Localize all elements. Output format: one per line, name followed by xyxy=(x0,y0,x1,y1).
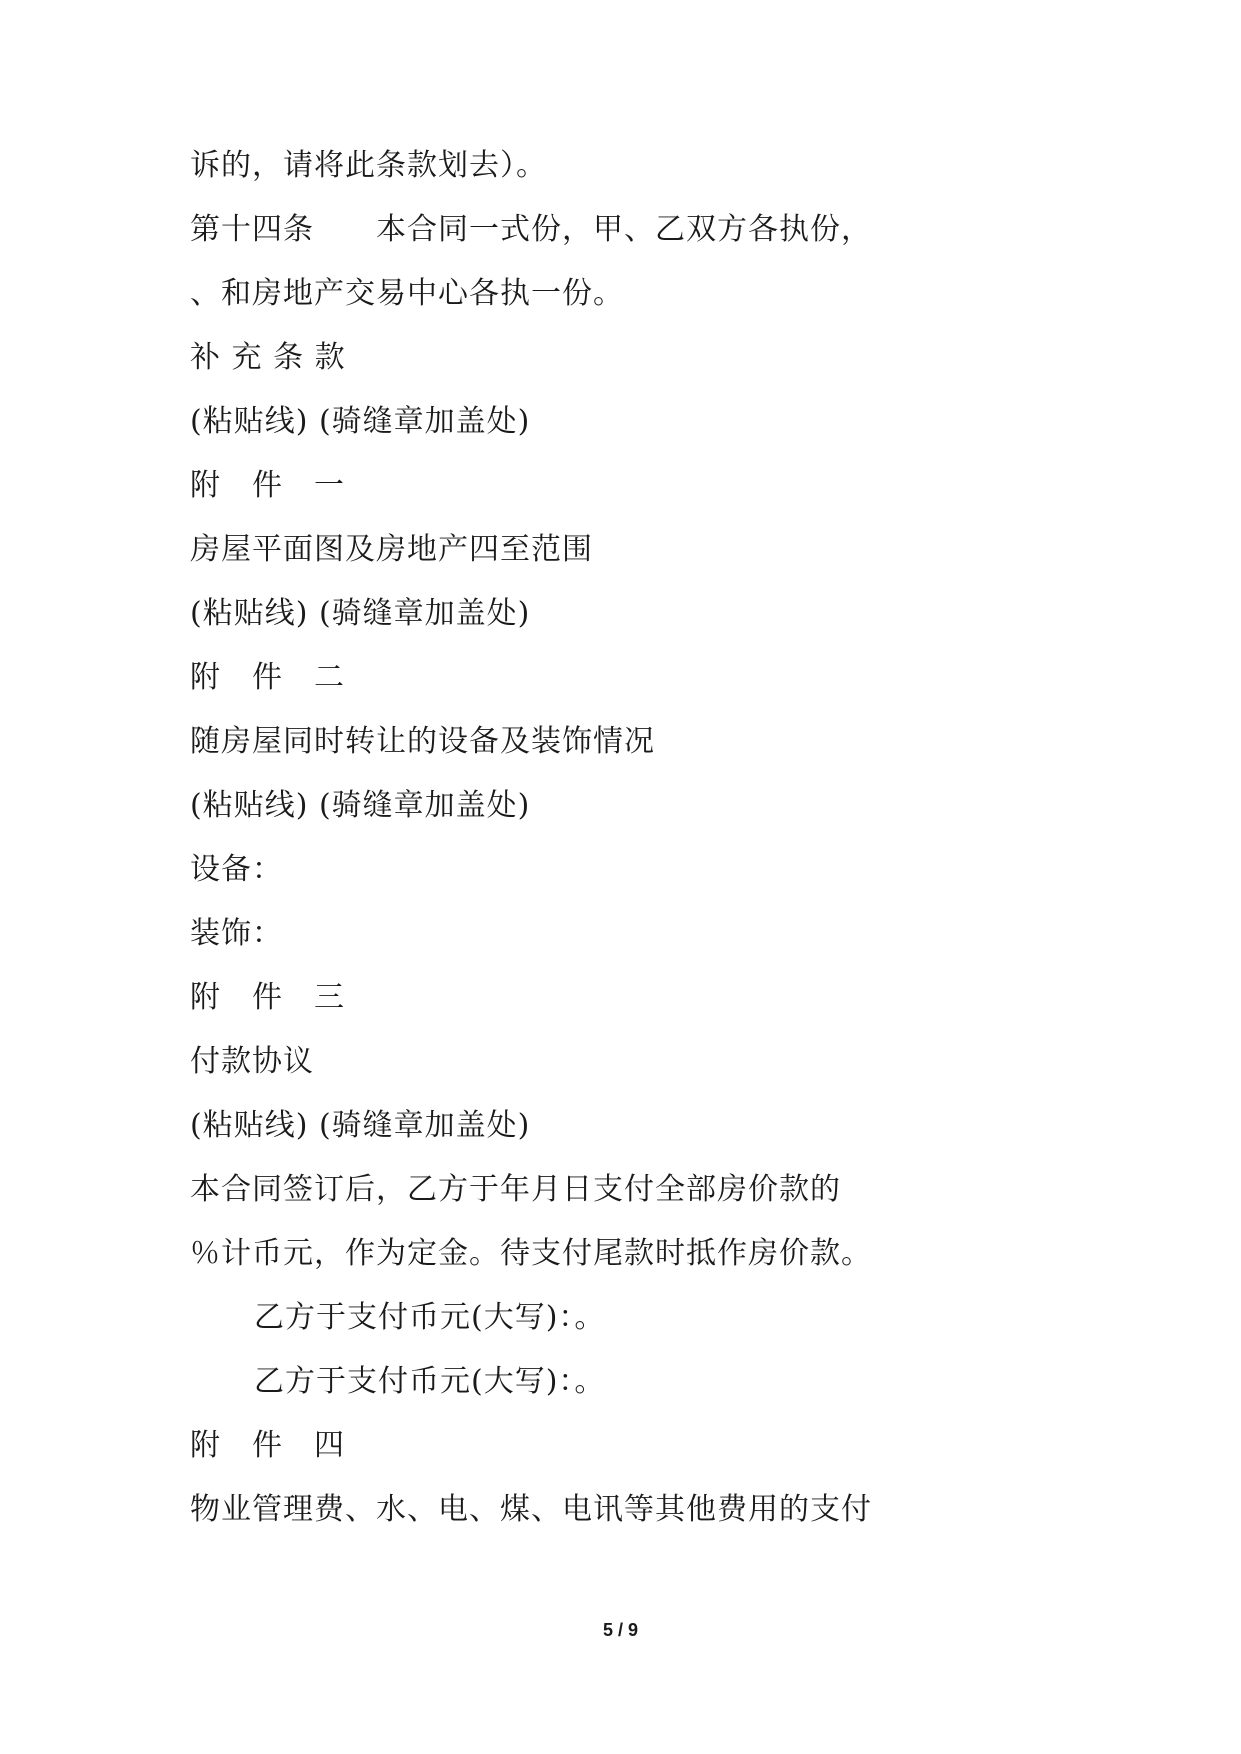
appendix-title: 物业管理费、水、电、煤、电讯等其他费用的支付 xyxy=(190,1492,872,1527)
appendix-title: 付款协议 xyxy=(190,1044,314,1079)
appendix-heading: 附 件 四 xyxy=(190,1428,345,1463)
appendix-heading: 附 件 三 xyxy=(190,980,345,1015)
article-14-line: 第十四条 本合同一式份，甲、乙双方各执份， xyxy=(190,212,872,247)
text-line: ％计币元，作为定金。待支付尾款时抵作房价款。 xyxy=(190,1236,872,1271)
paste-line-note: (粘贴线) (骑缝章加盖处) xyxy=(190,596,531,631)
text-line: 诉的，请将此条款划去）。 xyxy=(190,148,547,183)
payment-line: 乙方于支付币元(大写)：。 xyxy=(254,1300,606,1335)
paste-line-note: (粘贴线) (骑缝章加盖处) xyxy=(190,404,531,439)
section-heading: 补 充 条 款 xyxy=(190,340,346,375)
decoration-label: 装饰： xyxy=(190,916,283,951)
appendix-heading: 附 件 一 xyxy=(190,468,345,503)
text-line: 本合同签订后，乙方于年月日支付全部房价款的 xyxy=(190,1172,841,1207)
appendix-heading: 附 件 二 xyxy=(190,660,345,695)
text-line: 、和房地产交易中心各执一份。 xyxy=(190,276,624,311)
equipment-label: 设备： xyxy=(190,852,283,887)
paste-line-note: (粘贴线) (骑缝章加盖处) xyxy=(190,788,531,823)
appendix-title: 房屋平面图及房地产四至范围 xyxy=(190,532,593,567)
page-number: 5 / 9 xyxy=(602,1620,639,1640)
paste-line-note: (粘贴线) (骑缝章加盖处) xyxy=(190,1108,531,1143)
payment-line: 乙方于支付币元(大写)：。 xyxy=(254,1364,606,1399)
appendix-title: 随房屋同时转让的设备及装饰情况 xyxy=(190,724,655,759)
